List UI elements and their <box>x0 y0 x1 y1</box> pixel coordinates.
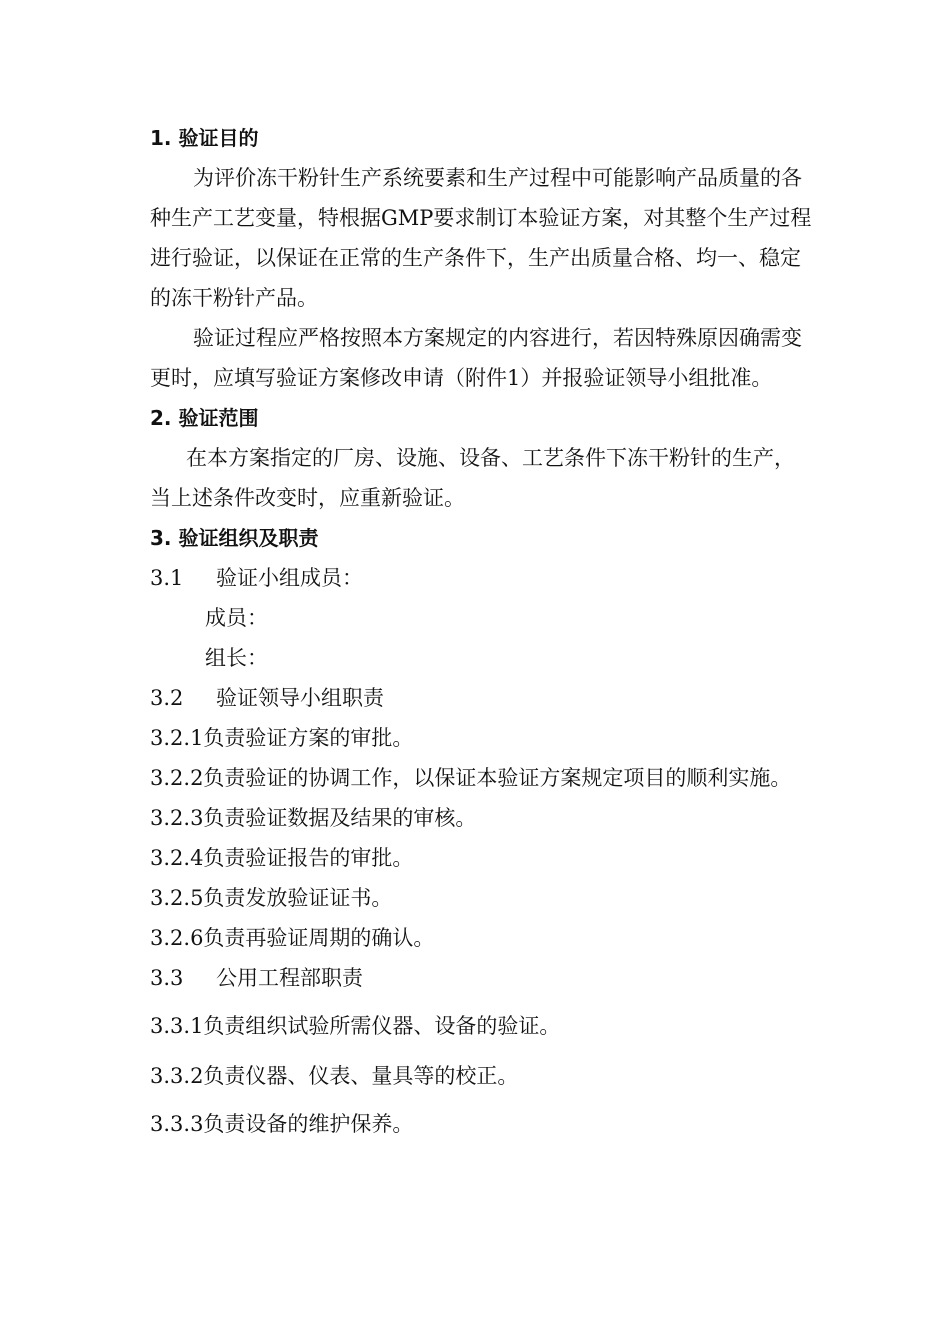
section-1-para-1-line-1: 为评价冻干粉针生产系统要素和生产过程中可能影响产品质量的各 <box>193 166 802 190</box>
subsection-3-3-title: 公用工程部职责 <box>216 966 363 990</box>
subsection-3-3-number: 3.3 <box>150 966 184 990</box>
subsection-3-1-number: 3.1 <box>150 566 184 590</box>
list-item-3-2-4: 3.2.4负责验证报告的审批。 <box>150 846 414 870</box>
subsection-3-1-title: 验证小组成员： <box>216 566 363 590</box>
subsection-3-2-number: 3.2 <box>150 686 184 710</box>
section-3-heading: 3. 验证组织及职责 <box>150 526 319 550</box>
list-item-3-3-2: 3.3.2负责仪器、仪表、量具等的校正。 <box>150 1064 519 1088</box>
list-item-3-2-6: 3.2.6负责再验证周期的确认。 <box>150 926 435 950</box>
members-label: 成员： <box>205 606 268 630</box>
subsection-3-1 <box>150 558 860 598</box>
section-2-heading: 2. 验证范围 <box>150 406 259 430</box>
section-1-para-1-line-4: 的冻干粉针产品。 <box>150 286 318 310</box>
subsection-3-2-title: 验证领导小组职责 <box>216 686 384 710</box>
list-item-3-3-1: 3.3.1负责组织试验所需仪器、设备的验证。 <box>150 1014 561 1038</box>
section-1-para-1-line-2: 种生产工艺变量，特根据GMP要求制订本验证方案，对其整个生产过程 <box>150 206 812 230</box>
list-item-3-2-1: 3.2.1负责验证方案的审批。 <box>150 726 414 750</box>
section-1-heading: 1. 验证目的 <box>150 126 259 150</box>
section-2-para-line-2: 当上述条件改变时，应重新验证。 <box>150 486 465 510</box>
section-2-para-line-1: 在本方案指定的厂房、设施、设备、工艺条件下冻干粉针的生产， <box>186 446 795 470</box>
list-item-3-2-2: 3.2.2负责验证的协调工作，以保证本验证方案规定项目的顺利实施。 <box>150 766 792 790</box>
section-1-para-1-line-3: 进行验证，以保证在正常的生产条件下，生产出质量合格、均一、稳定 <box>150 246 801 270</box>
subsection-3-3 <box>150 958 860 998</box>
section-1-para-2-line-2: 更时，应填写验证方案修改申请（附件1）并报验证领导小组批准。 <box>150 366 773 390</box>
list-item-3-3-3: 3.3.3负责设备的维护保养。 <box>150 1112 414 1136</box>
subsection-3-2 <box>150 678 860 718</box>
section-1-para-2-line-1: 验证过程应严格按照本方案规定的内容进行，若因特殊原因确需变 <box>193 326 802 350</box>
list-item-3-2-5: 3.2.5负责发放验证证书。 <box>150 886 393 910</box>
leader-label: 组长： <box>205 646 268 670</box>
list-item-3-2-3: 3.2.3负责验证数据及结果的审核。 <box>150 806 477 830</box>
